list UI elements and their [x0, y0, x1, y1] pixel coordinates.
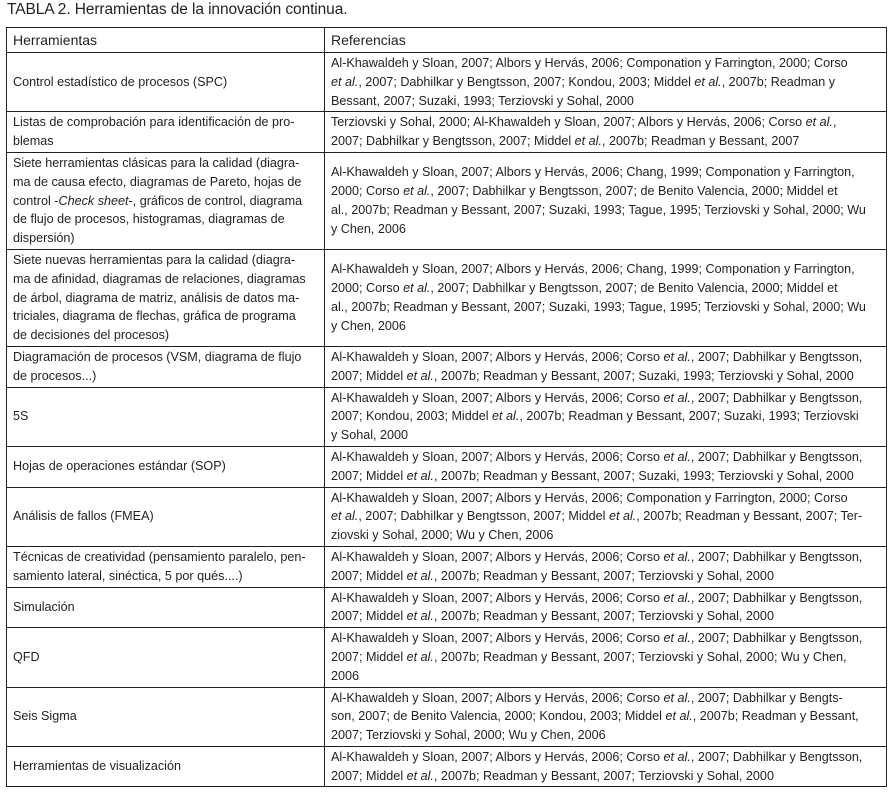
text-line: Al-Khawaldeh y Sloan, 2007; Albors y Hervás, 2006; Corso et al., 2007; Dabhilkar y Bengtsson, [331, 390, 863, 405]
text-line: Seis Sigma [13, 709, 77, 724]
tool-cell [7, 587, 325, 628]
table-row [7, 249, 887, 346]
text-line: et al., 2007; Dabhilkar y Bengtsson, 2007; Middel et al., 2007b; Readman y Bessant, 2007; Ter- [331, 509, 863, 524]
text-line: 2000; Corso et al., 2007; Dabhilkar y Bengtsson, 2007; de Benito Valencia, 2000; Middel et [331, 281, 838, 296]
text-line: Siete herramientas clásicas para la calidad (diagra- [13, 155, 300, 170]
table-row [7, 628, 887, 687]
text-line: ziovski y Sohal, 2000; Wu y Chen, 2006 [331, 528, 554, 543]
table-row [7, 746, 887, 787]
tool-cell [7, 249, 325, 346]
text-line: Al-Khawaldeh y Sloan, 2007; Albors y Hervás, 2006; Componation y Farrington, 2000; Corso [331, 56, 848, 70]
text-line: Al-Khawaldeh y Sloan, 2007; Albors y Hervás, 2006; Corso et al., 2007; Dabhilkar y Bengtsson, [331, 349, 863, 364]
text-line: al., 2007b; Readman y Bessant, 2007; Suzaki, 1993; Tague, 1995; Terziovski y Sohal, 2000; Wu [331, 299, 866, 314]
text-line: de árbol, diagrama de matriz, análisis de datos ma- [13, 290, 300, 305]
text-line: 5S [13, 409, 29, 424]
text-line: Al-Khawaldeh y Sloan, 2007; Albors y Hervás, 2006; Corso et al., 2007; Dabhilkar y Bengtsson, [331, 590, 863, 605]
text-line: al., 2007b; Readman y Bessant, 2007; Suzaki, 1993; Tague, 1995; Terziovski y Sohal, 2000; Wu [331, 202, 866, 217]
text-line: Técnicas de creatividad (pensamiento paralelo, pen- [13, 549, 306, 564]
text-line: dispersión) [13, 231, 75, 246]
text-line: de decisiones del procesos) [13, 328, 170, 343]
tool-cell [7, 687, 325, 746]
text-line: 2006 [331, 668, 360, 683]
text-line: Diagramación de procesos (VSM, diagrama de flujo [13, 349, 302, 364]
text-line: samiento lateral, sinéctica, 5 por qués....) [13, 568, 243, 583]
tools-table [6, 27, 887, 787]
text-line: 2007; Dabhilkar y Bengtsson, 2007; Middel et al., 2007b; Readman y Bessant, 2007 [331, 134, 800, 149]
table-row [7, 53, 887, 112]
tool-cell [7, 346, 325, 387]
references-cell [325, 112, 887, 153]
references-cell [325, 53, 887, 112]
references-cell [325, 687, 887, 746]
text-line: Análisis de fallos (FMEA) [13, 509, 154, 524]
table-row [7, 687, 887, 746]
references-cell [325, 628, 887, 687]
references-cell [325, 746, 887, 787]
text-line: Herramientas de visualización [13, 759, 181, 774]
table-row [7, 587, 887, 628]
text-line: 2007; Middel et al., 2007b; Readman y Bessant, 2007; Suzaki, 1993; Terziovski y Sohal, 2000 [331, 368, 854, 383]
text-line: y Sohal, 2000 [331, 428, 409, 443]
tool-cell [7, 546, 325, 587]
text-line: ma de causa efecto, diagramas de Pareto, hojas de [13, 174, 302, 189]
tool-cell [7, 53, 325, 112]
text-line: Al-Khawaldeh y Sloan, 2007; Albors y Hervás, 2006; Chang, 1999; Componation y Farrington, [331, 262, 855, 277]
references-cell [325, 346, 887, 387]
text-line: 2007; Middel et al., 2007b; Readman y Bessant, 2007; Terziovski y Sohal, 2000 [331, 568, 774, 583]
tool-cell [7, 487, 325, 546]
table-row [7, 152, 887, 249]
text-line: 2007; Middel et al., 2007b; Readman y Bessant, 2007; Suzaki, 1993; Terziovski y Sohal, 2000 [331, 468, 854, 483]
text-line: Al-Khawaldeh y Sloan, 2007; Albors y Hervás, 2006; Corso et al., 2007; Dabhilkar y Bengtsson, [331, 449, 863, 464]
tool-cell [7, 387, 325, 446]
text-line: Al-Khawaldeh y Sloan, 2007; Albors y Hervás, 2006; Corso et al., 2007; Dabhilkar y Bengts- [331, 690, 843, 705]
text-line: 2007; Middel et al., 2007b; Readman y Bessant, 2007; Terziovski y Sohal, 2000 [331, 609, 774, 624]
text-line: 2007; Middel et al., 2007b; Readman y Bessant, 2007; Terziovski y Sohal, 2000 [331, 768, 774, 783]
text-line: Al-Khawaldeh y Sloan, 2007; Albors y Hervás, 2006; Corso et al., 2007; Dabhilkar y Bengtsson, [331, 631, 863, 646]
text-line: triciales, diagrama de flechas, gráfica de programa [13, 309, 296, 324]
text-line: y Chen, 2006 [331, 221, 406, 236]
text-line: QFD [13, 649, 40, 664]
header-references: Referencias [325, 28, 887, 53]
text-line: y Chen, 2006 [331, 318, 406, 333]
text-line: Bessant, 2007; Suzaki, 1993; Terziovski y Sohal, 2000 [331, 93, 634, 108]
references-cell [325, 487, 887, 546]
text-line: 2007; Terziovski y Sohal, 2000; Wu y Chen, 2006 [331, 728, 606, 743]
text-line: et al., 2007; Dabhilkar y Bengtsson, 2007; Kondou, 2003; Middel et al., 2007b; Readman y [331, 74, 836, 89]
tool-cell [7, 112, 325, 153]
text-line: Al-Khawaldeh y Sloan, 2007; Albors y Hervás, 2006; Chang, 1999; Componation y Farrington, [331, 165, 855, 180]
text-line: 2007; Kondou, 2003; Middel et al., 2007b; Readman y Bessant, 2007; Suzaki, 1993; Terziovski [331, 409, 859, 424]
text-line: Al-Khawaldeh y Sloan, 2007; Albors y Hervás, 2006; Corso et al., 2007; Dabhilkar y Bengtsson, [331, 549, 863, 564]
text-line: Simulación [13, 599, 75, 614]
header-row [7, 28, 887, 53]
text-line: Terziovski y Sohal, 2000; Al-Khawaldeh y Sloan, 2007; Albors y Hervás, 2006; Corso et al., [331, 115, 837, 130]
text-line: son, 2007; de Benito Valencia, 2000; Kondou, 2003; Middel et al., 2007b; Readman y Bessant, [331, 709, 859, 724]
text-line: Siete nuevas herramientas para la calidad (diagra- [13, 252, 296, 267]
references-cell [325, 546, 887, 587]
text-line: blemas [13, 134, 54, 149]
table-row [7, 346, 887, 387]
text-line: 2007; Middel et al., 2007b; Readman y Bessant, 2007; Terziovski y Sohal, 2000; Wu y Chen, [331, 649, 847, 664]
references-cell [325, 587, 887, 628]
references-cell [325, 152, 887, 249]
text-line: Hojas de operaciones estándar (SOP) [13, 459, 226, 474]
text-line: control -Check sheet-, gráficos de control, diagrama [13, 193, 303, 208]
text-line: de procesos...) [13, 368, 97, 383]
references-cell [325, 249, 887, 346]
text-line: Control estadístico de procesos (SPC) [13, 74, 228, 89]
tool-cell [7, 446, 325, 487]
references-cell [325, 446, 887, 487]
tool-cell [7, 628, 325, 687]
tool-cell [7, 746, 325, 787]
text-line: de flujo de procesos, histogramas, diagramas de [13, 212, 285, 227]
table-row [7, 446, 887, 487]
table-row [7, 387, 887, 446]
text-line: ma de afinidad, diagramas de relaciones, diagramas [13, 271, 306, 286]
text-line: 2000; Corso et al., 2007; Dabhilkar y Bengtsson, 2007; de Benito Valencia, 2000; Middel et [331, 184, 838, 199]
text-line: Al-Khawaldeh y Sloan, 2007; Albors y Hervás, 2006; Corso et al., 2007; Dabhilkar y Bengtsson, [331, 749, 863, 764]
table-title: TABLA 2. Herramientas de la innovación continua. [7, 1, 348, 18]
table-row [7, 487, 887, 546]
table-row [7, 546, 887, 587]
references-cell [325, 387, 887, 446]
text-line: Al-Khawaldeh y Sloan, 2007; Albors y Hervás, 2006; Componation y Farrington, 2000; Corso [331, 490, 848, 505]
tool-cell [7, 152, 325, 249]
text-line: Listas de comprobación para identificación de pro- [13, 115, 295, 130]
header-tools: Herramientas [7, 28, 325, 53]
table-row [7, 112, 887, 153]
